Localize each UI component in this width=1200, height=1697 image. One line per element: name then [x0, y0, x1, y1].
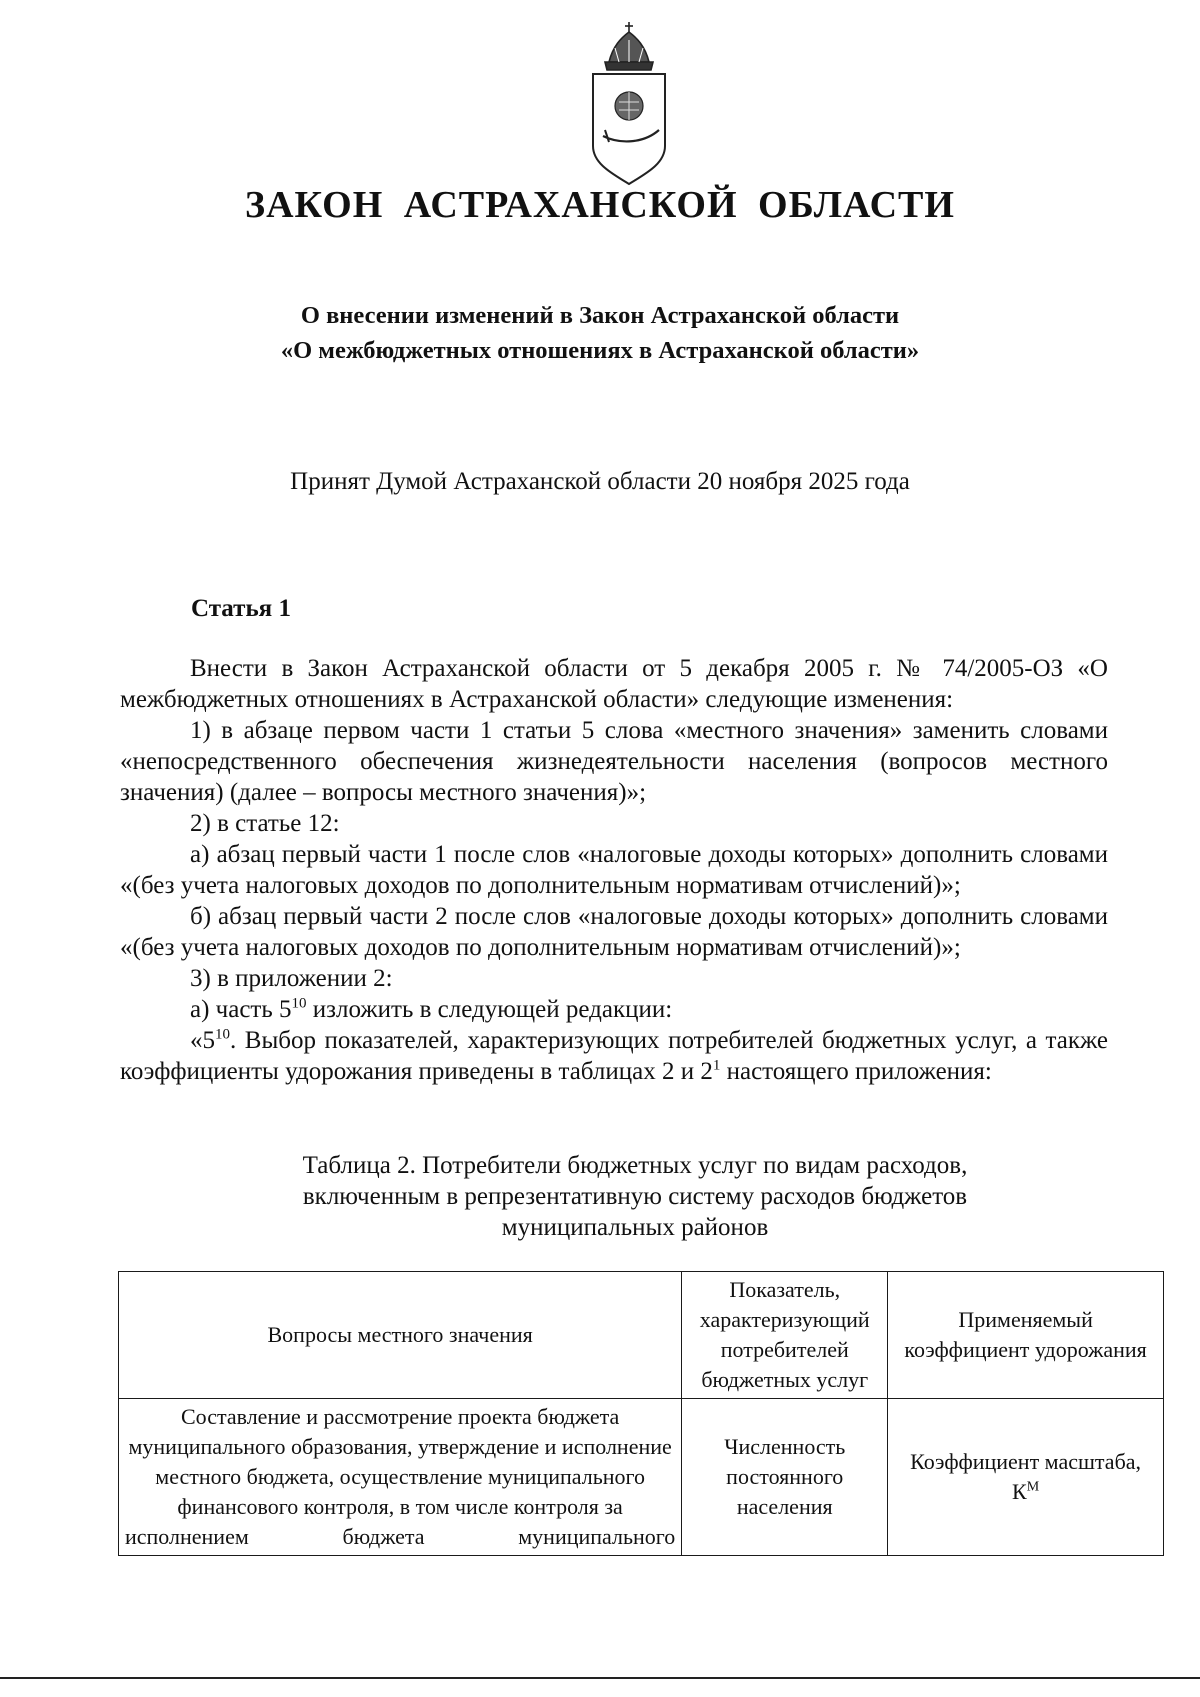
table-caption: [0, 1150, 1200, 1243]
header-local-issues: Вопросы местного значения: [119, 1272, 682, 1399]
article-item-2b: б) абзац первый части 2 после слов «налоговые доходы которых» дополнить словами «(без учета налоговых доходов по дополнительным нормативам отчислений)»;: [120, 903, 1108, 961]
table-caption-line-2: включенным в репрезентативную систему расходов бюджетов: [302, 1183, 968, 1210]
quote-superscript-2: 1: [712, 1057, 721, 1074]
header-coefficient: Применяемый коэффициент удорожания: [888, 1272, 1164, 1399]
table-row: [119, 1399, 1164, 1556]
page-bottom-divider: [0, 1677, 1200, 1679]
article-item-3a: [120, 994, 1108, 1025]
subtitle-line-2: «О межбюджетных отношениях в Астраханской области»: [280, 337, 920, 364]
coefficient-text: Коэффициент масштаба, К: [910, 1449, 1142, 1504]
article-item-2a: а) абзац первый части 1 после слов «налоговые доходы которых» дополнить словами «(без учета налоговых доходов по дополнительным нормативам отчислений)»;: [120, 841, 1108, 899]
row-indicator: Численность постоянного населения: [682, 1399, 888, 1556]
item-3a-superscript: 10: [291, 995, 307, 1012]
law-subtitle: [0, 298, 1200, 368]
article-intro: Внести в Закон Астраханской области от 5 декабря 2005 г. № 74/2005-ОЗ «О межбюджетных отношениях в Астраханской области» следующие изменения:: [120, 655, 1108, 713]
item-3a-text: а) часть 5: [190, 996, 292, 1023]
quote-text-middle: . Выбор показателей, характеризующих потребителей бюджетных услуг, а также коэффициенты удорожания приведены в таблицах 2 и 2: [120, 1027, 1108, 1085]
astrakhan-coat-of-arms-icon: [585, 18, 673, 188]
quote-text-end: настоящего приложения:: [720, 1058, 992, 1085]
law-title: ЗАКОН АСТРАХАНСКОЙ ОБЛАСТИ: [245, 184, 955, 226]
quote-text-start: «5: [190, 1027, 215, 1054]
article-heading: Статья 1: [191, 595, 291, 622]
article-item-2: 2) в статье 12:: [190, 810, 340, 837]
header-indicator: Показатель, характеризующий потребителей бюджетных услуг: [682, 1272, 888, 1399]
table-caption-line-3: муниципальных районов: [501, 1214, 769, 1241]
quote-superscript: 10: [215, 1026, 230, 1043]
table-header-row: [119, 1272, 1164, 1399]
subtitle-line-1: О внесении изменений в Закон Астраханской области: [300, 302, 900, 329]
row-coefficient: [888, 1399, 1164, 1556]
item-3a-text-end: изложить в следующей редакции:: [306, 996, 673, 1023]
article-body: [120, 653, 1108, 1087]
row-issue: Составление и рассмотрение проекта бюджета муниципального образования, утверждение и исполнение местного бюджета, осуществление муниципального финансового контроля, в том числе контроля за исполнением бюджета муниципального: [119, 1399, 682, 1556]
table-caption-line-1: Таблица 2. Потребители бюджетных услуг по видам расходов,: [302, 1152, 968, 1179]
article-item-1: 1) в абзаце первом части 1 статьи 5 слова «местного значения» заменить словами «непосредственного обеспечения жизнедеятельности населения (вопросов местного значения) (далее – вопросы местного значения)»;: [120, 717, 1108, 806]
adoption-statement: Принят Думой Астраханской области 20 ноября 2025 года: [290, 468, 910, 495]
coefficient-superscript: М: [1026, 1479, 1040, 1495]
expenses-table: [118, 1271, 1164, 1556]
amendment-quote: [120, 1025, 1108, 1087]
article-item-3: 3) в приложении 2:: [190, 965, 393, 992]
